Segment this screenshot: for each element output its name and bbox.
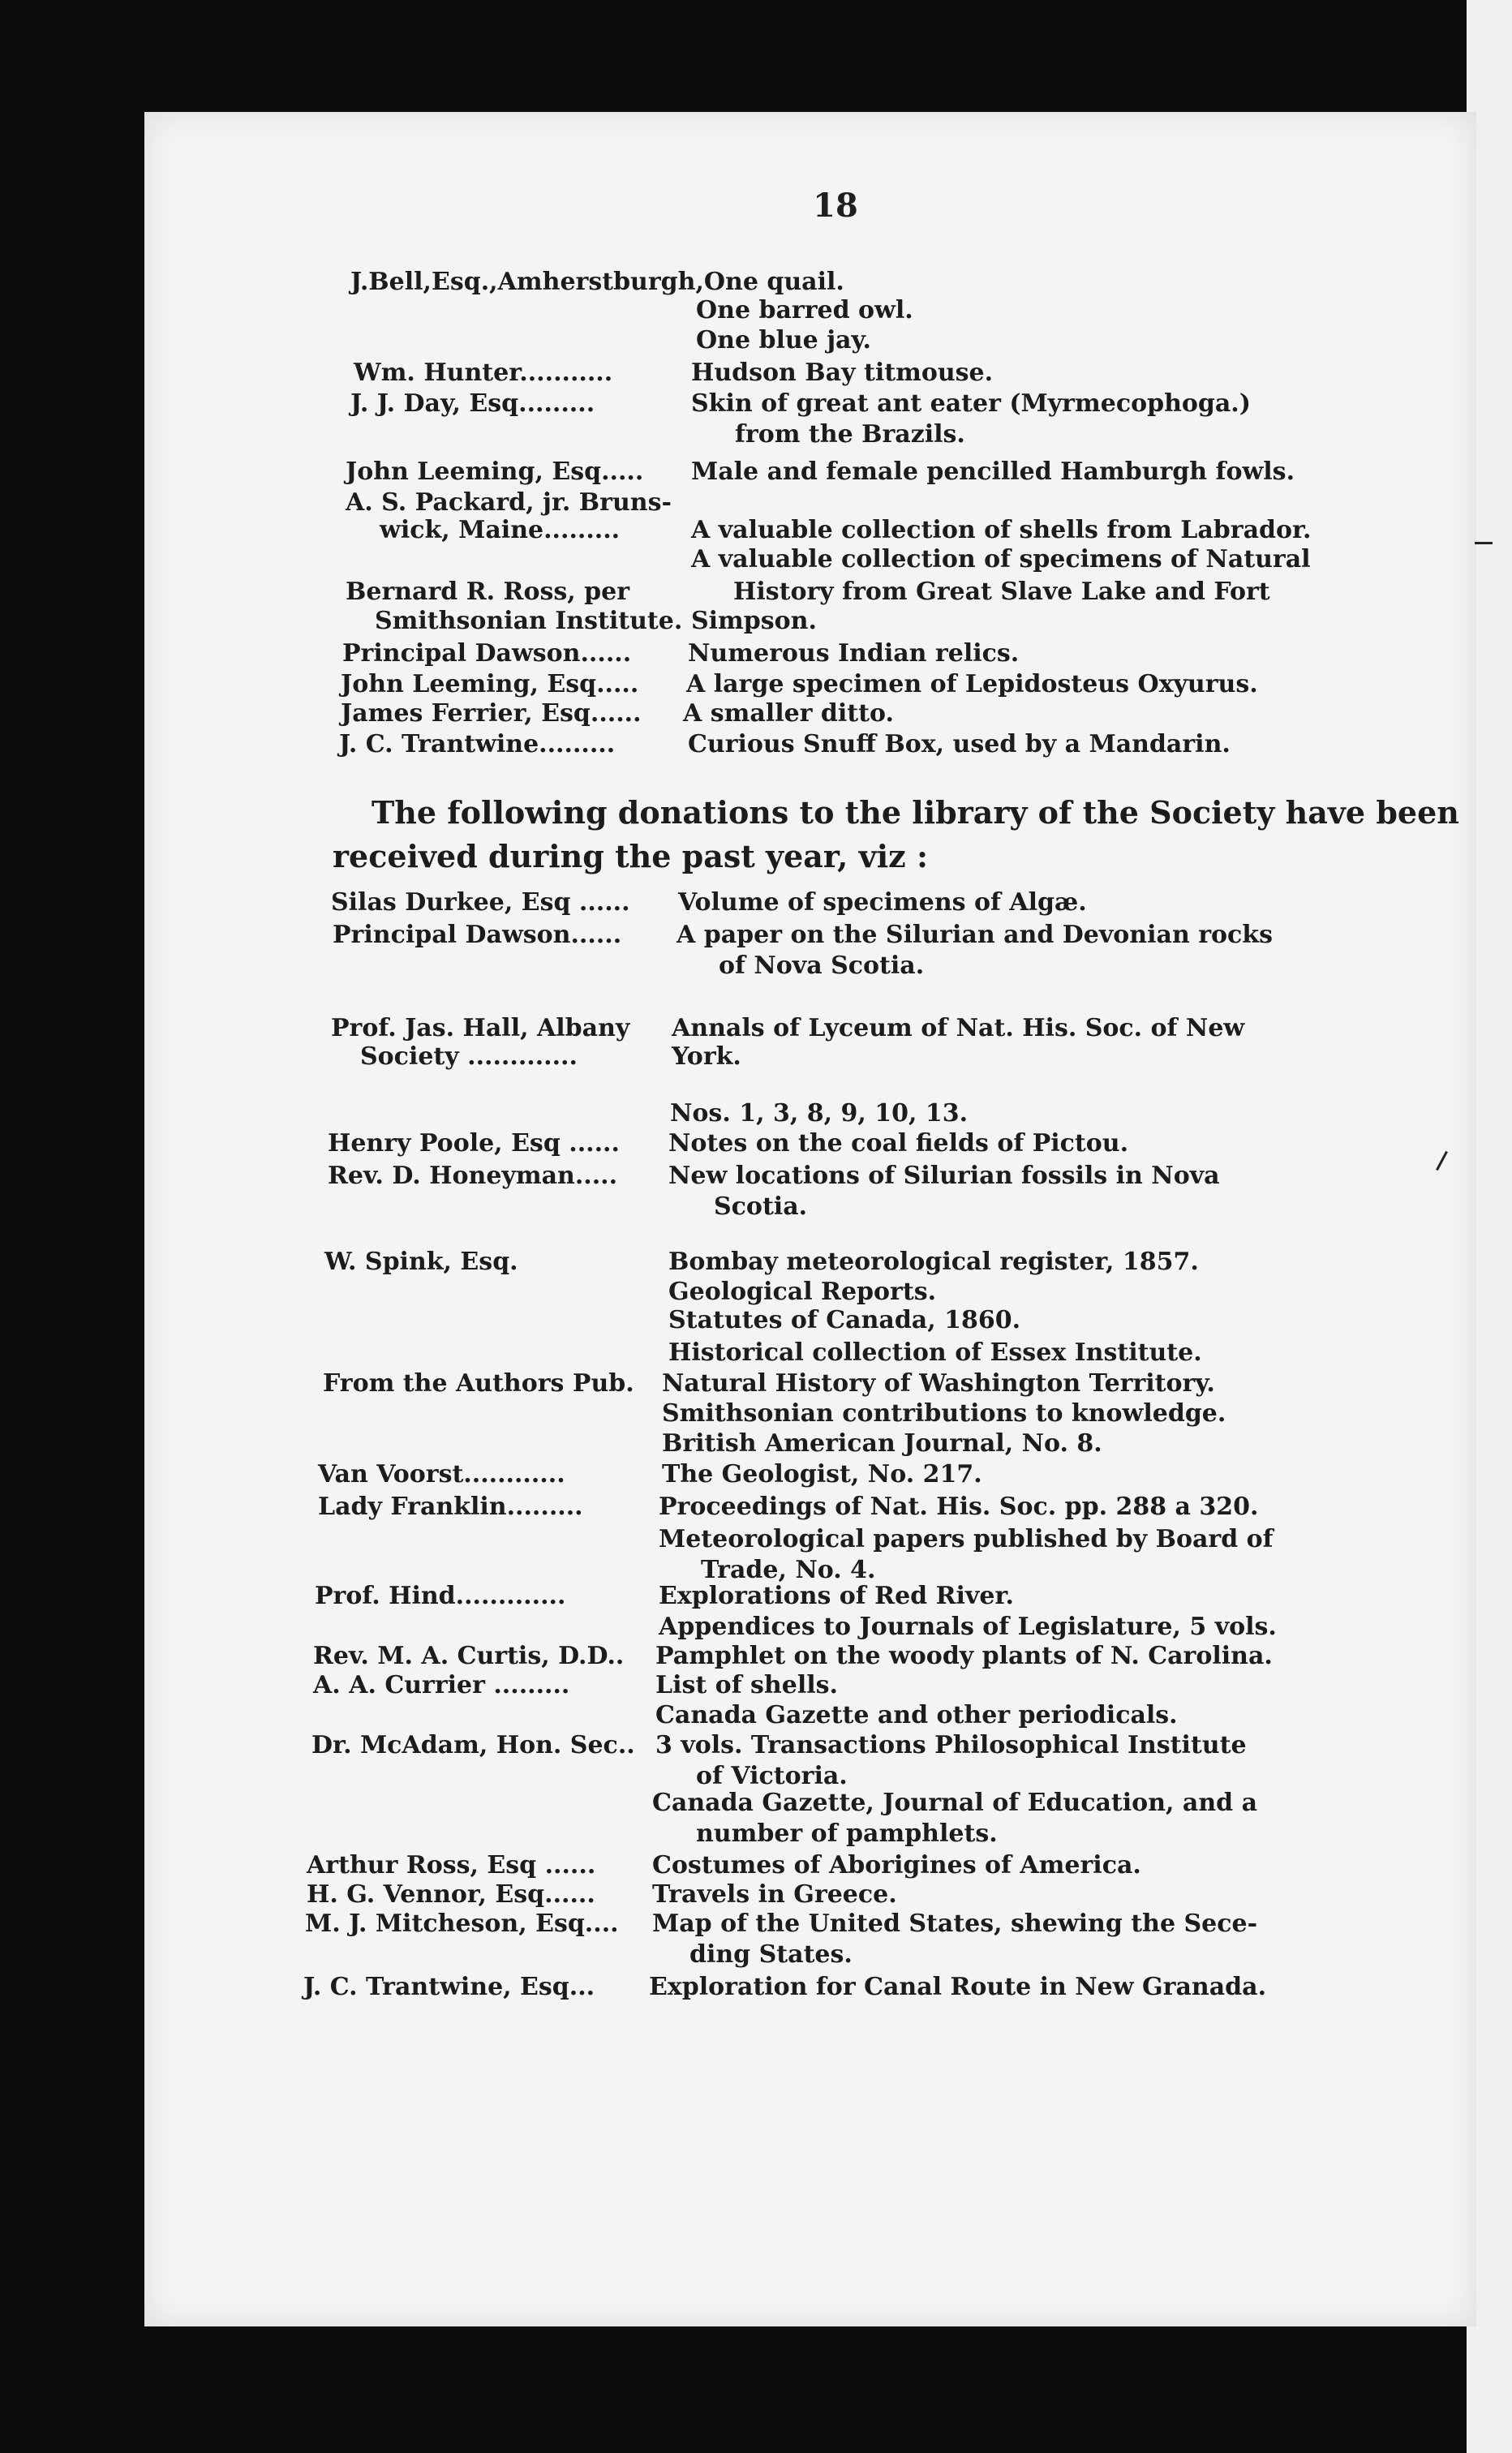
donation-item: Pamphlet on the woody plants of N. Carolina. [655, 1642, 1273, 1670]
donor-name: A. S. Packard, jr. Bruns- [346, 488, 672, 517]
donation-item: Meteorological papers published by Board of [659, 1525, 1274, 1553]
donor-name: J. J. Day, Esq......... [350, 389, 595, 418]
donation-item: ding States. [689, 1940, 853, 1969]
donation-item: Simpson. [691, 607, 817, 635]
donation-item: A valuable collection of shells from Labrador. [691, 516, 1312, 544]
page-number: 18 [813, 187, 858, 225]
donor-name: H. G. Vennor, Esq...... [307, 1880, 595, 1909]
donation-item: Natural History of Washington Territory. [662, 1369, 1215, 1398]
donor-name: Dr. McAdam, Hon. Sec.. [311, 1731, 635, 1759]
donation-item: Exploration for Canal Route in New Granada. [649, 1973, 1267, 2001]
donation-item: Geological Reports. [668, 1278, 937, 1306]
margin-dash-mark [1475, 542, 1493, 544]
donation-item: Historical collection of Essex Institute. [668, 1338, 1202, 1367]
donation-item: New locations of Silurian fossils in Nova [668, 1162, 1220, 1190]
donation-item: Numerous Indian relics. [688, 639, 1020, 668]
donation-item: A paper on the Silurian and Devonian rocks [677, 921, 1273, 949]
donation-item: Proceedings of Nat. His. Soc. pp. 288 a 320. [659, 1493, 1259, 1521]
donor-name: Principal Dawson...... [342, 639, 632, 668]
donor-name: Smithsonian Institute. [375, 607, 683, 635]
donation-item: Map of the United States, shewing the Sece- [652, 1910, 1258, 1938]
donor-name: Society ............. [360, 1042, 578, 1071]
donor-name: Principal Dawson...... [333, 921, 622, 949]
donor-name: wick, Maine......... [380, 516, 621, 544]
donor-name: James Ferrier, Esq...... [341, 699, 642, 728]
donor-name: Silas Durkee, Esq ...... [331, 888, 630, 917]
donation-item: A valuable collection of specimens of Natural [691, 545, 1311, 574]
donation-item: One barred owl. [696, 296, 913, 324]
donor-name: M. J. Mitcheson, Esq.... [305, 1910, 619, 1938]
donor-name: A. A. Currier ......... [313, 1671, 570, 1699]
donation-item: Canada Gazette, Journal of Education, and a [652, 1789, 1258, 1817]
donor-name: From the Authors Pub. [323, 1369, 634, 1398]
donation-item: Appendices to Journals of Legislature, 5 vols. [659, 1613, 1277, 1641]
library-intro-paragraph [333, 791, 1459, 879]
donation-item: Skin of great ant eater (Myrmecophoga.) [691, 389, 1251, 418]
donation-item: York. [672, 1042, 741, 1071]
donor-name: J. C. Trantwine......... [339, 730, 616, 758]
intro-line-1: The following donations to the library of the Society have been [372, 794, 1459, 831]
donation-item: of Victoria. [696, 1762, 848, 1790]
donor-name: J. C. Trantwine, Esq... [303, 1973, 595, 2001]
donor-name: Arthur Ross, Esq ...... [307, 1851, 596, 1879]
donation-item: Canada Gazette and other periodicals. [655, 1701, 1178, 1729]
donor-name: Van Voorst............ [318, 1460, 565, 1489]
donor-name: John Leeming, Esq..... [341, 670, 639, 698]
donation-item: Explorations of Red River. [659, 1582, 1014, 1610]
donation-item: Notes on the coal fields of Pictou. [668, 1129, 1129, 1158]
donation-item: Nos. 1, 3, 8, 9, 10, 13. [670, 1099, 969, 1128]
donation-item: Volume of specimens of Algæ. [678, 888, 1087, 917]
donation-item: A large specimen of Lepidosteus Oxyurus. [686, 670, 1258, 698]
donation-item: from the Brazils. [735, 420, 965, 449]
donation-item: number of pamphlets. [696, 1819, 998, 1848]
donation-item: Hudson Bay titmouse. [691, 359, 994, 387]
donor-name: Henry Poole, Esq ...... [328, 1129, 620, 1158]
donation-item: List of shells. [655, 1671, 838, 1699]
donation-item: A smaller ditto. [683, 699, 894, 728]
donor-name: Wm. Hunter........... [354, 359, 613, 387]
donor-name: John Leeming, Esq..... [346, 458, 644, 486]
donation-item: Trade, No. 4. [701, 1556, 876, 1584]
donor-name: Rev. M. A. Curtis, D.D.. [313, 1642, 625, 1670]
donor-name: Prof. Hind............. [315, 1582, 566, 1610]
donation-item: Annals of Lyceum of Nat. His. Soc. of New [672, 1014, 1245, 1042]
donation-item: History from Great Slave Lake and Fort [733, 578, 1270, 606]
donation-item: Smithsonian contributions to knowledge. [662, 1399, 1226, 1428]
donor-name: Prof. Jas. Hall, Albany [331, 1014, 630, 1042]
donation-item: One blue jay. [696, 326, 871, 354]
donor-name: Bernard R. Ross, per [346, 578, 630, 606]
donation-item: of Nova Scotia. [719, 952, 925, 980]
donor-name: Rev. D. Honeyman..... [328, 1162, 618, 1190]
donation-item: Travels in Greece. [652, 1880, 897, 1909]
donor-name: W. Spink, Esq. [324, 1248, 518, 1276]
donation-item: The Geologist, No. 217. [662, 1460, 982, 1489]
donation-item: Costumes of Aborigines of America. [652, 1851, 1141, 1879]
donor-name: J.Bell,Esq.,Amherstburgh,One quail. [350, 268, 844, 296]
donor-name: Lady Franklin......... [318, 1493, 583, 1521]
donation-item: Male and female pencilled Hamburgh fowls. [691, 458, 1295, 486]
donation-item: Scotia. [714, 1192, 808, 1221]
donation-item: Bombay meteorological register, 1857. [668, 1248, 1199, 1276]
donation-item: British American Journal, No. 8. [662, 1429, 1102, 1458]
donation-item: Statutes of Canada, 1860. [668, 1306, 1021, 1334]
donation-item: Curious Snuff Box, used by a Mandarin. [688, 730, 1231, 758]
intro-line-2: received during the past year, viz : [333, 838, 928, 874]
donation-item: 3 vols. Transactions Philosophical Institute [655, 1731, 1247, 1759]
